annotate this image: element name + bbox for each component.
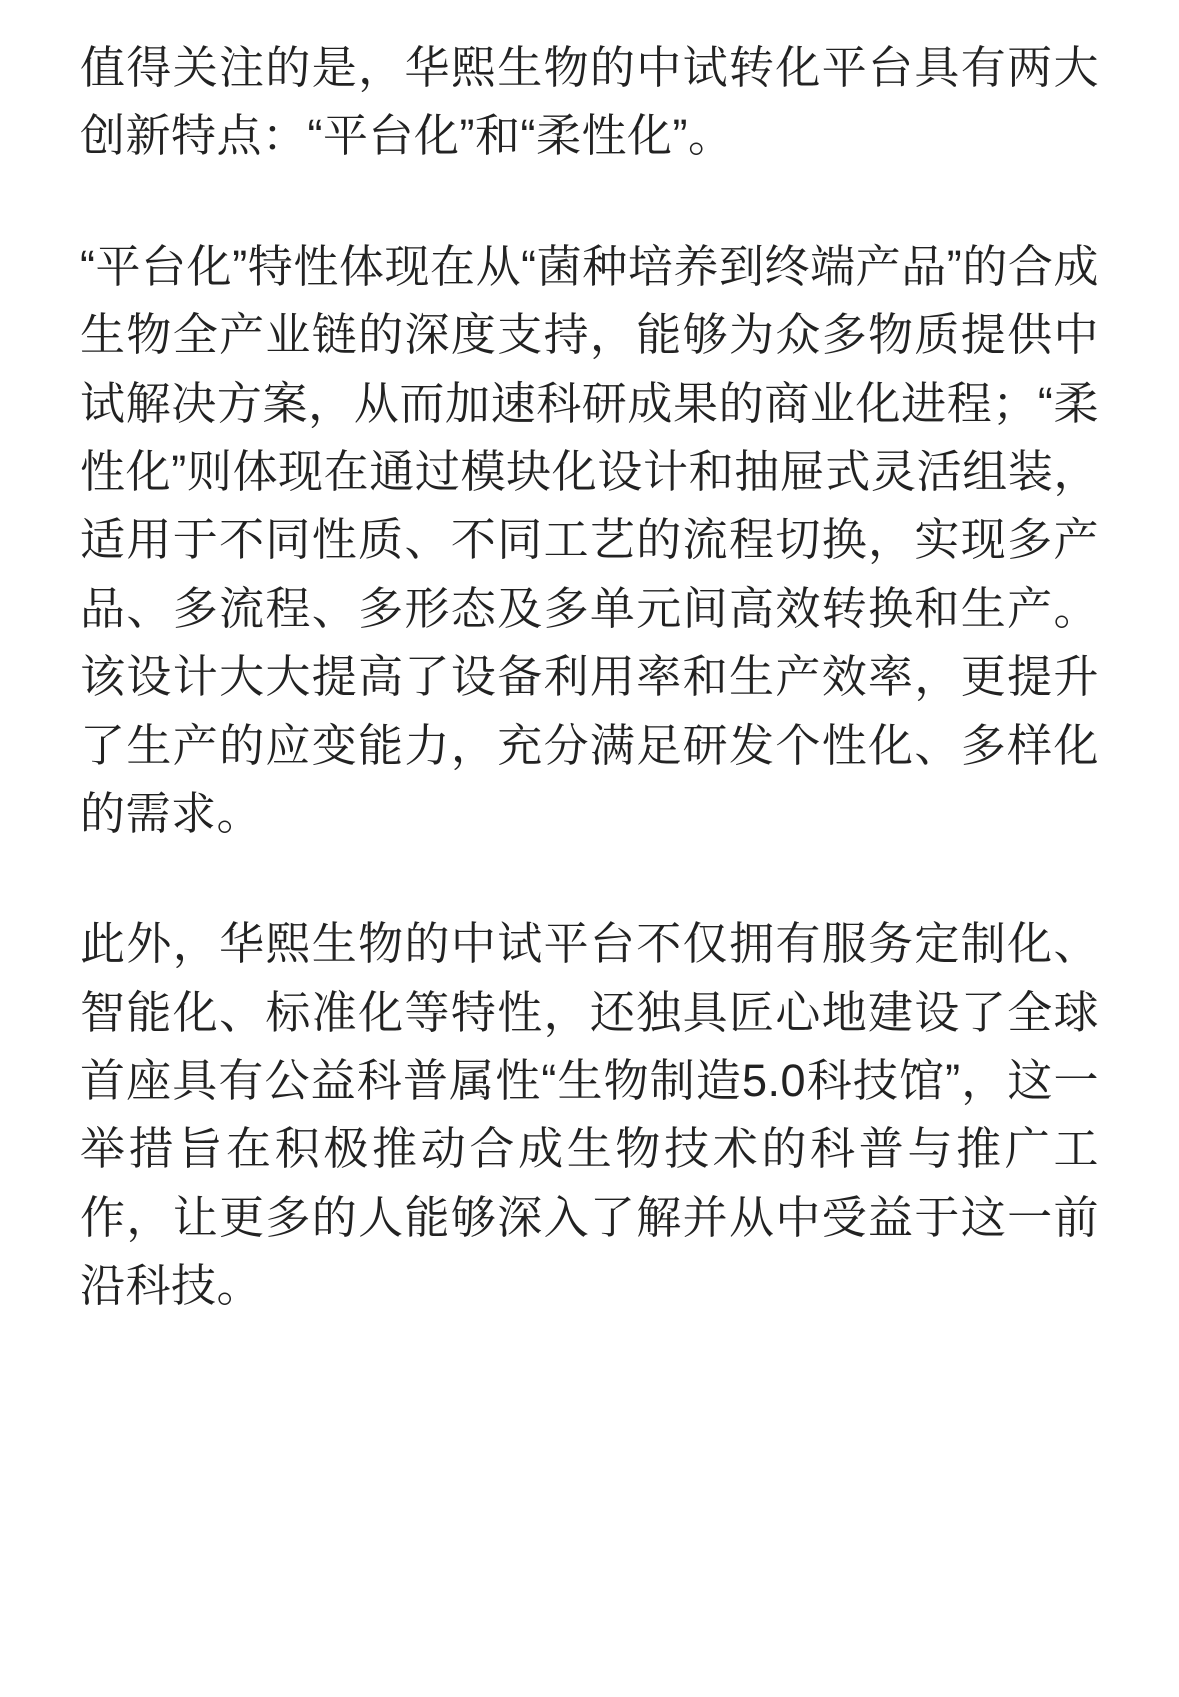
paragraph-1: 值得关注的是，华熙生物的中试转化平台具有两大创新特点：“平台化”和“柔性化”。 [80, 42, 1099, 162]
paragraph-2: “平台化”特性体现在从“菌种培养到终端产品”的合成生物全产业链的深度支持，能够为众多物质提供中试解决方案，从而加速科研成果的商业化进程；“柔性化”则体现在通过模块化设计和抽屉式灵活组装，适用于不同性质、不同工艺的流程切换，实现多产品、多流程、多形态及多单元间高效转换和生产。该设计大大提高了设备利用率和生产效率，更提升了生产的应变能力，充分满足研发个性化、多样化的需求。 [80, 240, 1099, 839]
article-body [80, 34, 1099, 1321]
paragraph-3: 此外，华熙生物的中试平台不仅拥有服务定制化、智能化、标准化等特性，还独具匠心地建设了全球首座具有公益科普属性“生物制造5.0科技馆”，这一举措旨在积极推动合成生物技术的科普与推广工作，让更多的人能够深入了解并从中受益于这一前沿科技。 [80, 918, 1099, 1312]
